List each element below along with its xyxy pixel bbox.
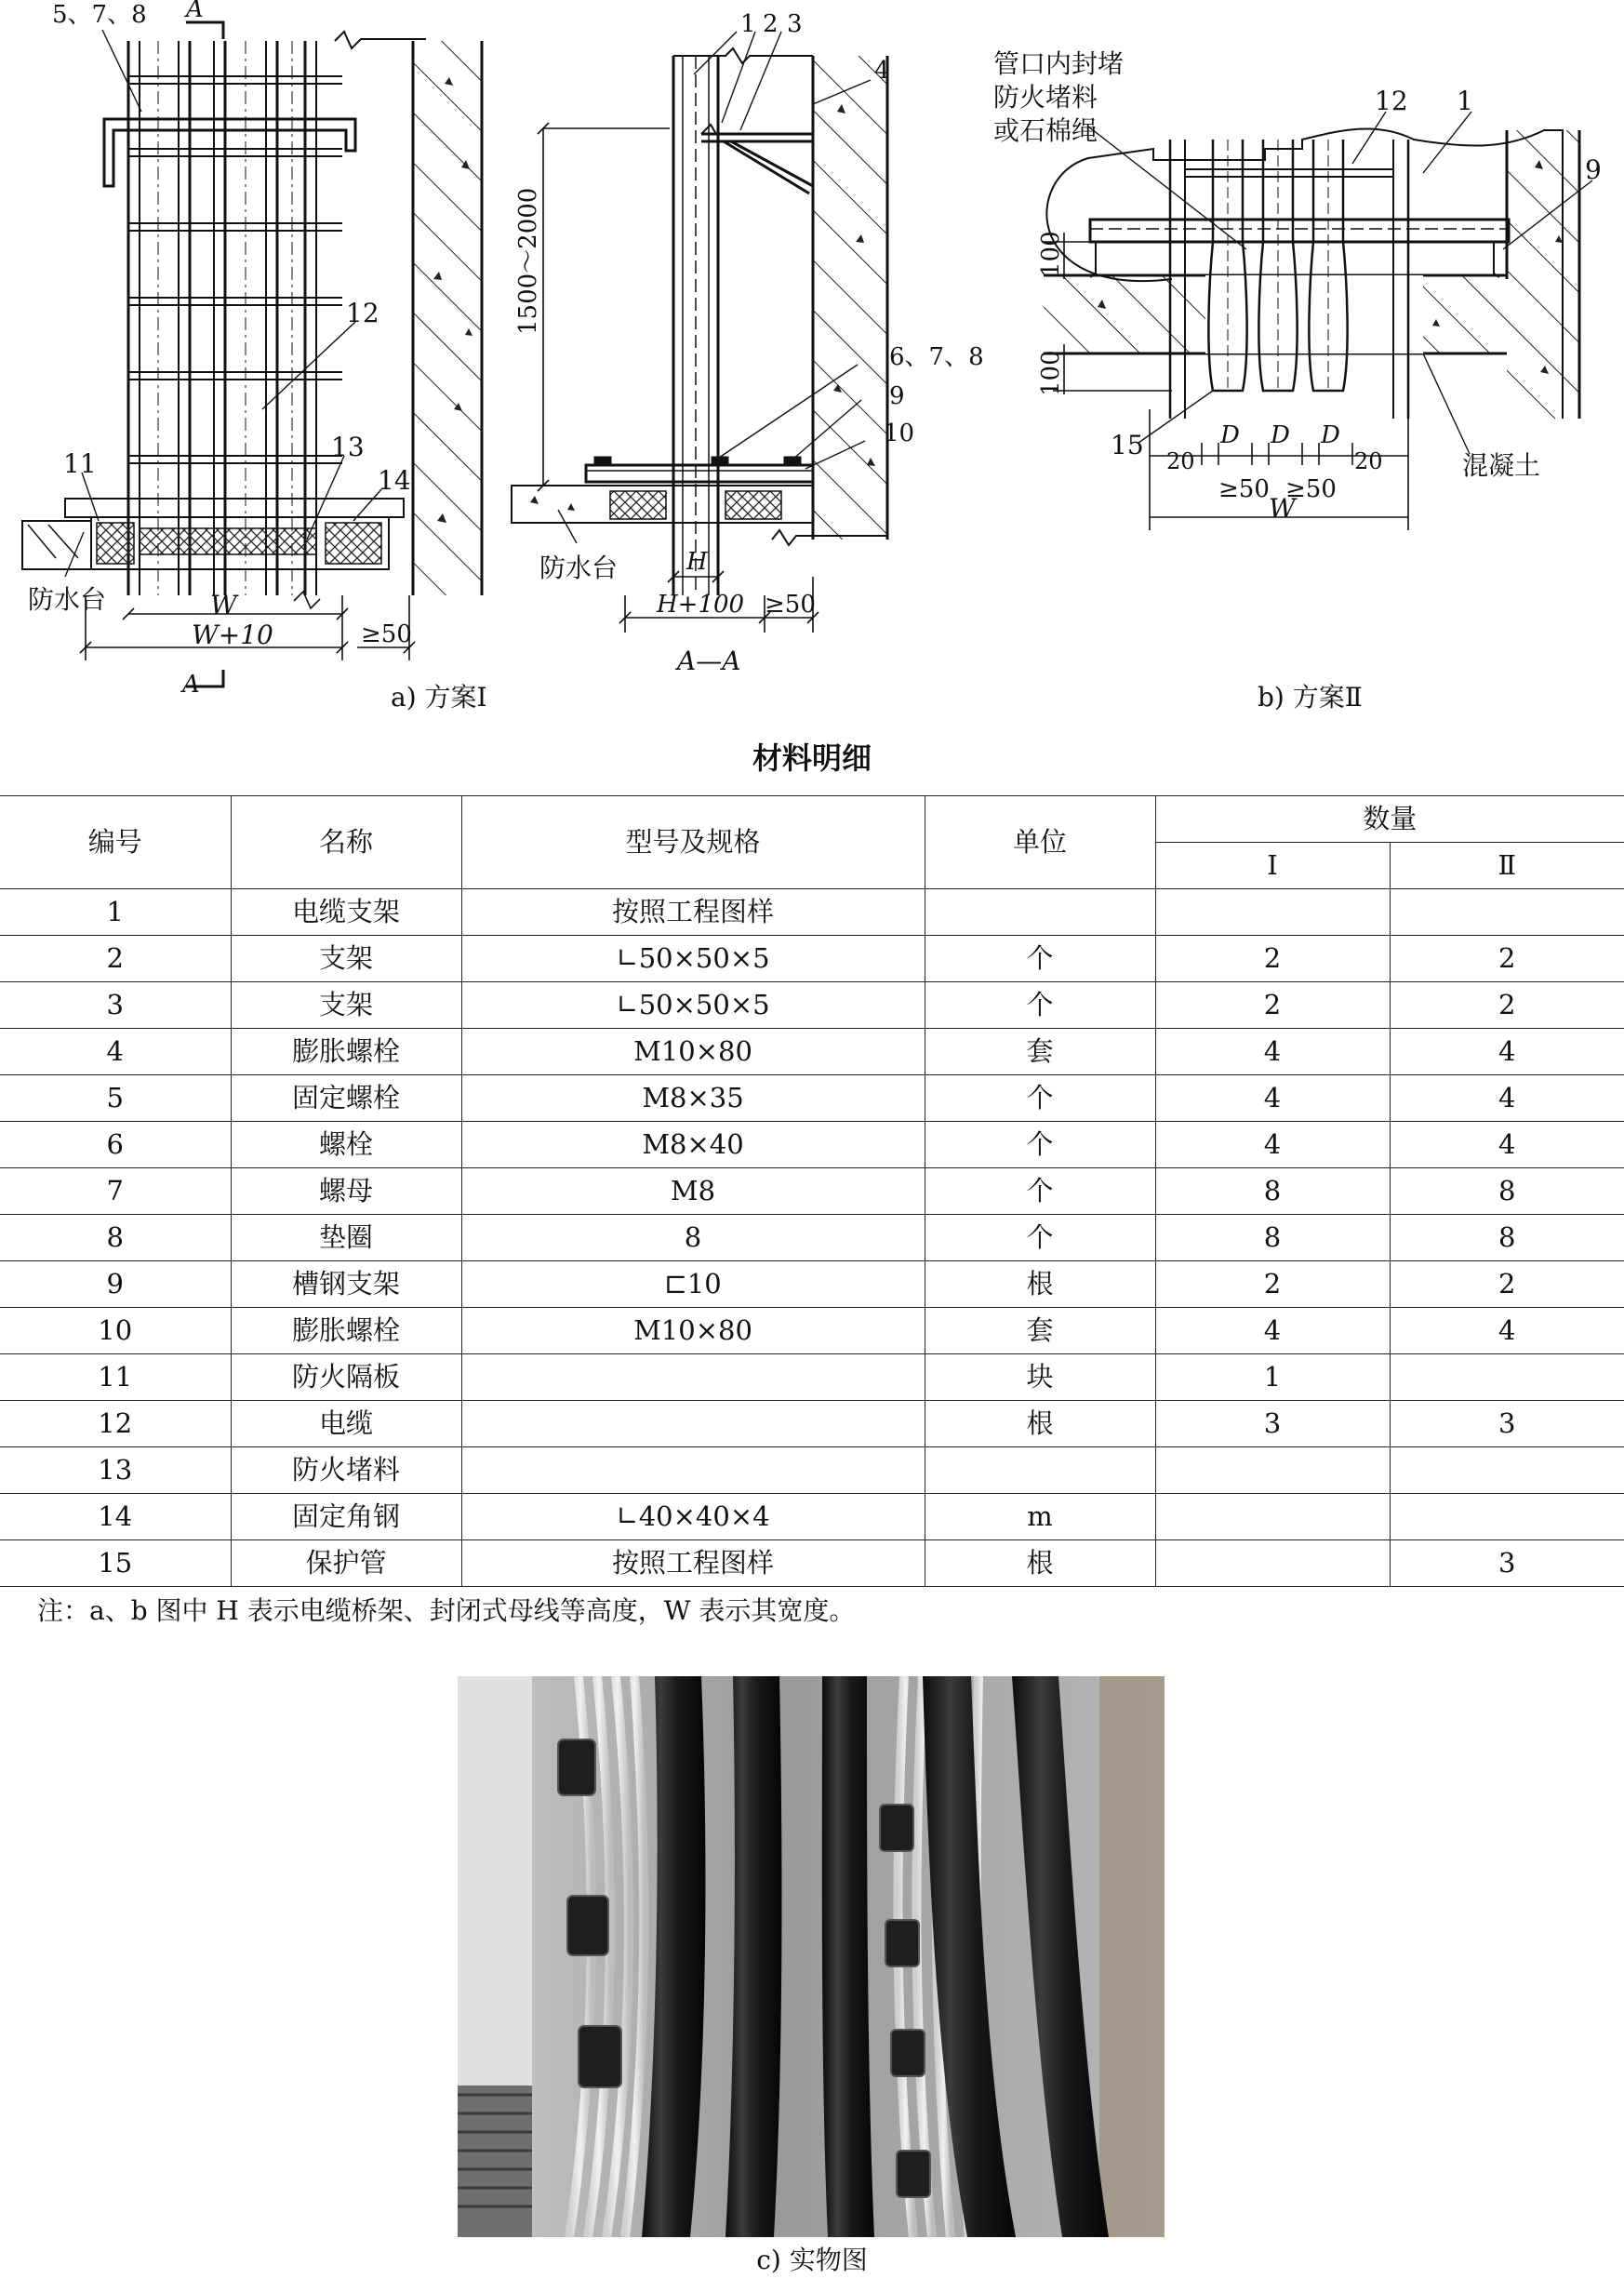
cell-spec: M10×80 [461, 1029, 925, 1075]
cell-spec: M8×40 [461, 1122, 925, 1168]
cell-qty-1: 4 [1155, 1075, 1390, 1122]
concrete-floor-slab [1044, 275, 1507, 353]
cell-no: 8 [0, 1215, 231, 1261]
cell-name: 槽钢支架 [231, 1261, 461, 1308]
cell-qty-1: 8 [1155, 1215, 1390, 1261]
channel-support [1090, 220, 1509, 277]
cell-no: 11 [0, 1354, 231, 1401]
cell-name: 固定螺栓 [231, 1075, 461, 1122]
label-ge-50: ≥50 [765, 591, 816, 619]
header-name: 名称 [231, 796, 461, 889]
cell-spec: ∟50×50×5 [461, 982, 925, 1029]
label-d-3: D [1321, 421, 1340, 449]
cell-qty-1: 2 [1155, 1261, 1390, 1308]
cell-qty-2: 8 [1390, 1168, 1624, 1215]
header-qty-2: Ⅱ [1390, 843, 1624, 889]
label-20-right: 20 [1354, 448, 1383, 474]
cell-no: 7 [0, 1168, 231, 1215]
table-row [0, 1215, 1624, 1261]
cell-qty-1: 2 [1155, 982, 1390, 1029]
cell-name: 垫圈 [231, 1215, 461, 1261]
cell-qty-1 [1155, 1447, 1390, 1494]
cell-no: 10 [0, 1308, 231, 1354]
table-row [0, 889, 1624, 936]
table-row [0, 1494, 1624, 1540]
label-h: H [686, 548, 708, 576]
lower-channel-bracket [586, 458, 813, 482]
cell-qty-2: 4 [1390, 1075, 1624, 1122]
cell-spec: 按照工程图样 [461, 1540, 925, 1587]
cell-no: 1 [0, 889, 231, 936]
label-3: 3 [787, 10, 803, 38]
cell-no: 2 [0, 936, 231, 982]
cell-unit: m [925, 1494, 1155, 1540]
cell-spec: M8×35 [461, 1075, 925, 1122]
cell-qty-2 [1390, 1494, 1624, 1540]
caption-b: b) 方案Ⅱ [1258, 682, 1363, 713]
label-100-upper: 100 [1037, 231, 1065, 277]
tray-rungs [128, 76, 342, 463]
cell-qty-1 [1155, 1540, 1390, 1587]
cell-qty-2: 2 [1390, 936, 1624, 982]
label-100-lower: 100 [1037, 350, 1065, 396]
label-1: 1 [1457, 86, 1473, 116]
cell-name: 防火隔板 [231, 1354, 461, 1401]
header-qty: 数量 [1155, 796, 1624, 843]
cell-unit: 根 [925, 1261, 1155, 1308]
cell-qty-1: 4 [1155, 1029, 1390, 1075]
label-ge-50: ≥50 [361, 620, 412, 648]
cell-unit [925, 1447, 1155, 1494]
cell-no: 4 [0, 1029, 231, 1075]
support-bracket [104, 119, 355, 186]
label-11: 11 [63, 448, 97, 479]
materials-table [0, 795, 1624, 1587]
cell-no: 12 [0, 1401, 231, 1447]
cell-no: 15 [0, 1540, 231, 1587]
cell-qty-1 [1155, 1494, 1390, 1540]
label-h-plus-100: H+100 [657, 591, 745, 619]
cell-spec: M8 [461, 1168, 925, 1215]
cell-name: 电缆支架 [231, 889, 461, 936]
cell-name: 电缆 [231, 1401, 461, 1447]
cell-qty-2: 4 [1390, 1029, 1624, 1075]
cell-qty-2 [1390, 1447, 1624, 1494]
cell-no: 14 [0, 1494, 231, 1540]
label-1: 1 [740, 10, 756, 38]
cell-qty-2 [1390, 889, 1624, 936]
break-outline [1046, 128, 1563, 419]
photo-illustration [458, 1676, 1165, 2237]
header-unit: 单位 [925, 796, 1155, 889]
label-seal-line3: 或石棉绳 [993, 115, 1098, 146]
concrete-wall [1507, 130, 1579, 419]
label-seal-line1: 管口内封堵 [993, 48, 1125, 79]
label-height-range: 1500～2000 [514, 187, 542, 335]
concrete-wall [813, 56, 887, 540]
caption-a: a) 方案Ⅰ [391, 682, 487, 713]
table-row [0, 1029, 1624, 1075]
label-waterproof-platform: 防水台 [28, 584, 107, 615]
cell-no: 3 [0, 982, 231, 1029]
label-4: 4 [874, 57, 890, 85]
leader-lines [65, 30, 381, 577]
label-ge-50-a: ≥50 [1218, 475, 1270, 503]
cell-spec: M10×80 [461, 1308, 925, 1354]
label-2: 2 [763, 10, 779, 38]
cell-qty-1: 4 [1155, 1308, 1390, 1354]
cell-unit: 个 [925, 1168, 1155, 1215]
cell-qty-1: 2 [1155, 936, 1390, 982]
cell-unit: 个 [925, 1215, 1155, 1261]
cell-unit: 个 [925, 1122, 1155, 1168]
label-12: 12 [346, 298, 379, 328]
drawing-b-scheme-2 [986, 0, 1624, 670]
label-section-a-top: A [186, 0, 204, 23]
cell-qty-1: 1 [1155, 1354, 1390, 1401]
cell-qty-1: 3 [1155, 1401, 1390, 1447]
cell-name: 膨胀螺栓 [231, 1029, 461, 1075]
photo-caption: c) 实物图 [756, 2245, 868, 2275]
cell-unit: 个 [925, 982, 1155, 1029]
cell-name: 支架 [231, 982, 461, 1029]
table-row [0, 1261, 1624, 1308]
label-ge-50-b: ≥50 [1285, 475, 1337, 503]
cell-qty-1: 8 [1155, 1168, 1390, 1215]
cell-name: 螺栓 [231, 1122, 461, 1168]
label-12: 12 [1375, 86, 1408, 116]
cell-unit: 个 [925, 936, 1155, 982]
cell-qty-2: 8 [1390, 1215, 1624, 1261]
table-body [0, 889, 1624, 1587]
cell-unit: 套 [925, 1029, 1155, 1075]
label-13: 13 [331, 432, 365, 462]
label-5-7-8: 5、7、8 [52, 1, 147, 29]
cell-unit: 块 [925, 1354, 1155, 1401]
cell-no: 5 [0, 1075, 231, 1122]
label-w-plus-10: W+10 [192, 620, 273, 650]
cable-installation-photo [458, 1676, 1165, 2237]
label-6-7-8: 6、7、8 [889, 343, 984, 371]
header-spec: 型号及规格 [461, 796, 925, 889]
table-title: 材料明细 [752, 740, 872, 776]
table-row [0, 1308, 1624, 1354]
cell-no: 9 [0, 1261, 231, 1308]
cell-qty-1: 4 [1155, 1122, 1390, 1168]
cell-name: 螺母 [231, 1168, 461, 1215]
cell-spec: ⊏10 [461, 1261, 925, 1308]
cell-qty-1 [1155, 889, 1390, 936]
table-row [0, 1401, 1624, 1447]
cell-name: 保护管 [231, 1540, 461, 1587]
table-row [0, 1168, 1624, 1215]
table-row [0, 1122, 1624, 1168]
label-concrete: 混凝土 [1462, 450, 1541, 481]
cell-no: 6 [0, 1122, 231, 1168]
cell-spec [461, 1447, 925, 1494]
label-w: W [1269, 493, 1296, 524]
cell-qty-2: 4 [1390, 1122, 1624, 1168]
cell-spec [461, 1401, 925, 1447]
cell-spec: ∟40×40×4 [461, 1494, 925, 1540]
label-d-1: D [1220, 421, 1240, 449]
label-9: 9 [1585, 154, 1602, 185]
cell-qty-2: 2 [1390, 1261, 1624, 1308]
cell-unit: 根 [925, 1540, 1155, 1587]
label-seal-line2: 防火堵料 [993, 82, 1098, 113]
header-no: 编号 [0, 796, 231, 889]
dimension-lines [80, 22, 415, 686]
cell-qty-2: 2 [1390, 982, 1624, 1029]
cell-spec: 按照工程图样 [461, 889, 925, 936]
cell-unit: 根 [925, 1401, 1155, 1447]
cell-qty-2: 3 [1390, 1401, 1624, 1447]
table-row [0, 982, 1624, 1029]
cell-spec: 8 [461, 1215, 925, 1261]
table-row [0, 1075, 1624, 1122]
cell-qty-2: 3 [1390, 1540, 1624, 1587]
table-row [0, 1354, 1624, 1401]
label-w: W [210, 590, 237, 620]
cell-name: 膨胀螺栓 [231, 1308, 461, 1354]
cell-name: 固定角钢 [231, 1494, 461, 1540]
drawing-section-a-a [502, 0, 986, 670]
caption-section-a-a: A—A [677, 646, 741, 676]
label-10: 10 [884, 420, 915, 447]
label-d-2: D [1271, 421, 1290, 449]
cell-unit [925, 889, 1155, 936]
label-9: 9 [889, 382, 905, 410]
header-qty-1: Ⅰ [1155, 843, 1390, 889]
label-15: 15 [1111, 430, 1144, 460]
cell-name: 支架 [231, 936, 461, 982]
cell-qty-2 [1390, 1354, 1624, 1401]
cell-unit: 个 [925, 1075, 1155, 1122]
label-section-a-bottom: A [182, 671, 200, 699]
table-row [0, 1540, 1624, 1587]
label-waterproof-platform: 防水台 [539, 553, 619, 583]
label-20-left: 20 [1166, 448, 1195, 474]
table-row [0, 936, 1624, 982]
cell-name: 防火堵料 [231, 1447, 461, 1494]
cell-unit: 套 [925, 1308, 1155, 1354]
cell-qty-2: 4 [1390, 1308, 1624, 1354]
cell-spec: ∟50×50×5 [461, 936, 925, 982]
cell-spec [461, 1354, 925, 1401]
cable-tray-rails [128, 41, 316, 595]
label-14: 14 [378, 465, 411, 496]
cell-no: 13 [0, 1447, 231, 1494]
table-note: 注：a、b 图中 H 表示电缆桥架、封闭式母线等高度，W 表示其宽度。 [37, 1595, 856, 1626]
table-row [0, 1447, 1624, 1494]
